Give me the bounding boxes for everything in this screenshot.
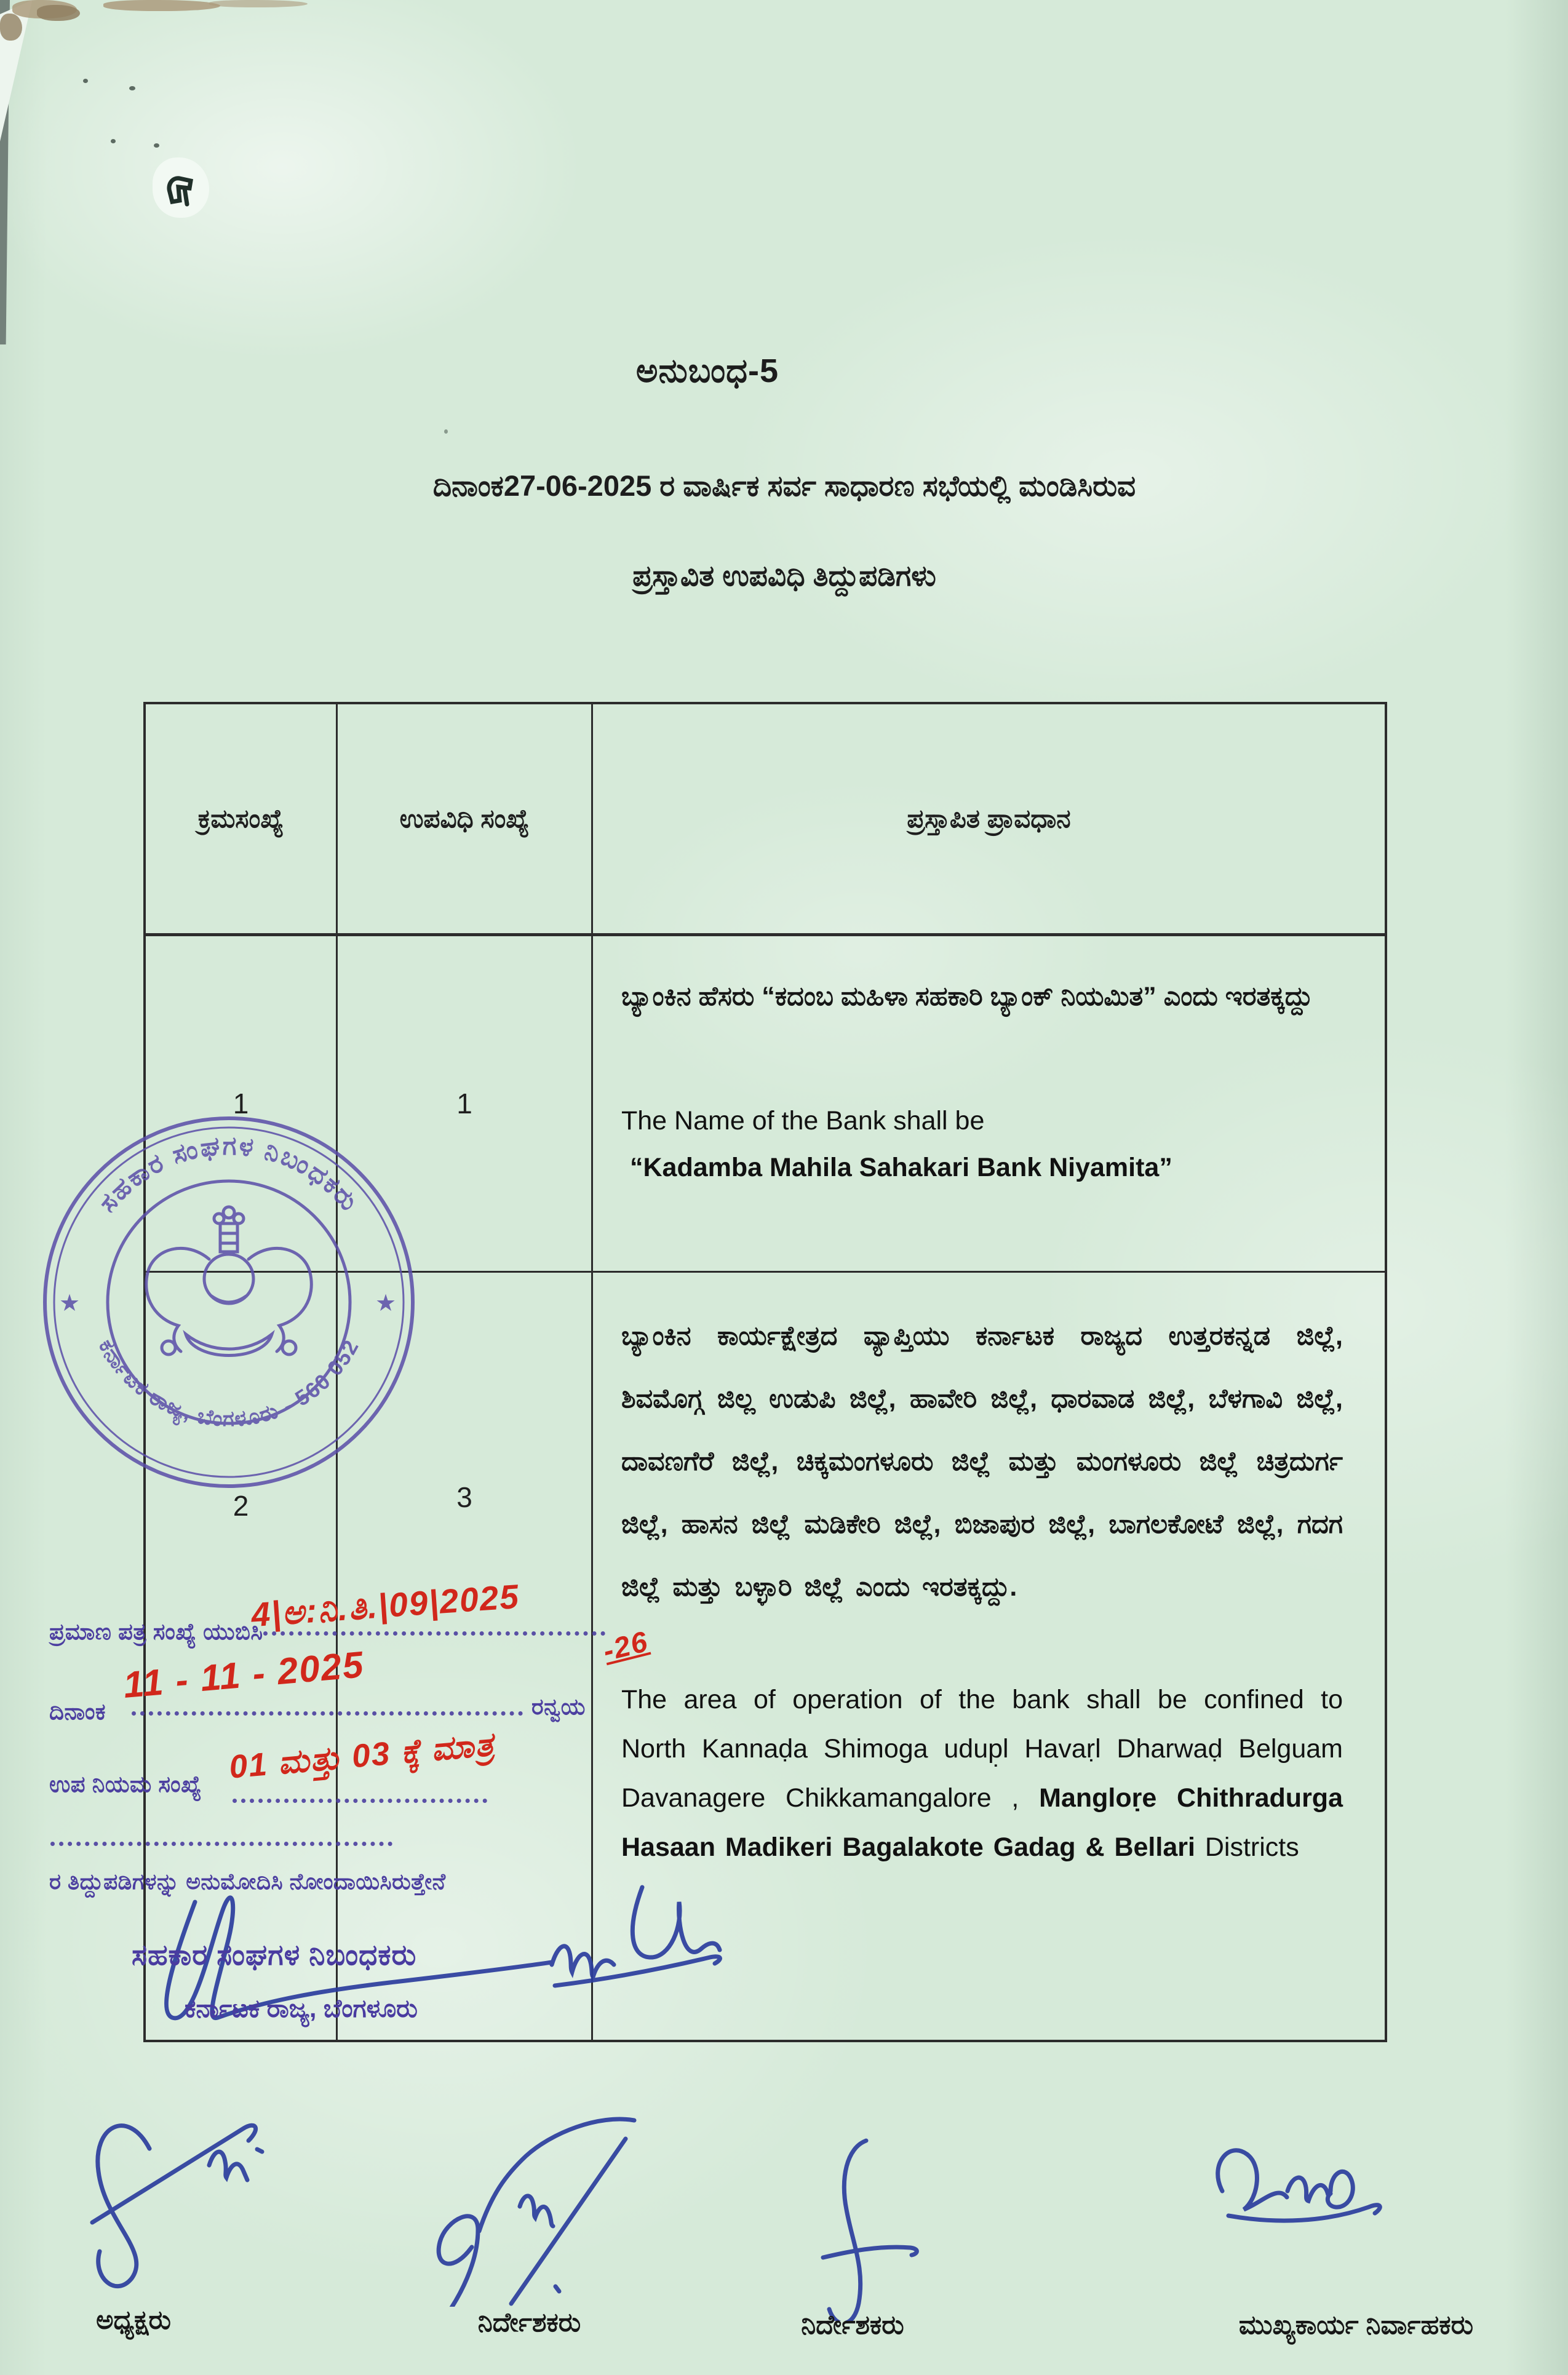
spacer: [621, 1618, 1343, 1675]
row2-districts-bold: Mangloṛe Chithradurga Hasaan Madikeri Bagalakote Gadag & Bellari: [621, 1783, 1343, 1862]
tape-residue: [37, 5, 80, 21]
seal-star-right-icon: ★: [375, 1291, 397, 1316]
tape-residue: [103, 0, 220, 11]
bylaw-number-label: ಉಪ ನಿಯಮ ಸಂಖ್ಯೆ: [49, 1772, 202, 1797]
staple-mark: [166, 171, 198, 207]
seal-arc-bottom-text: ಕರ್ನಾಟಕ ರಾಜ್ಯ, ಬೆಂಗಳೂರು - 560 052: [94, 1335, 364, 1431]
dotted-line: [263, 1631, 605, 1636]
registrar-office-place: ಕರ್ನಾಟಕ ರಾಜ್ಯ, ಬೆಂಗಳೂರು: [185, 1994, 418, 2023]
signature-ceo: [1184, 2116, 1393, 2254]
row1-provision-cell: [593, 936, 1385, 1273]
header-bylaw-number: ಉಪವಿಧಿ ಸಂಖ್ಯೆ: [338, 704, 593, 936]
signature-director-1: [397, 2101, 661, 2307]
label-director-2: ನಿರ್ದೇಶಕರು: [801, 2310, 904, 2340]
signature-director-2: [797, 2115, 936, 2321]
row2-serial-number: 2: [146, 1273, 338, 2040]
page-title: ಅನುಬಂಧ-5: [635, 352, 779, 389]
subtitle-line1: ದಿನಾಂಕ27-06-2025 ರ ವಾರ್ಷಿಕ ಸರ್ವ ಸಾಧಾರಣ ಸಭೆಯಲ್ಲಿ ಮಂಡಿಸಿರುವ: [432, 469, 1136, 502]
label-president: ಅಧ್ಯಕ್ಷರು: [96, 2305, 171, 2335]
paper-speck: [83, 79, 88, 83]
dotted-line: [233, 1799, 487, 1803]
row1-serial-number: 1: [146, 936, 338, 1273]
karnataka-emblem-icon: [146, 1207, 312, 1356]
header-proposed-provision: ಪ್ರಸ್ತಾಪಿತ ಪ್ರಾವಧಾನ: [593, 704, 1385, 936]
registrar-office-title: ಸಹಕಾರ ಸಂಘಗಳ ನಿಬಂಧಕರು: [132, 1938, 417, 1971]
row1-english-intro: The Name of the Bank shall be: [621, 1106, 985, 1136]
tape-residue: [0, 14, 22, 41]
label-ceo: ಮುಖ್ಯಕಾರ್ಯ ನಿರ್ವಾಹಕರು: [1238, 2310, 1474, 2340]
row1-english-text: [621, 1097, 1343, 1191]
row1-bylaw-number: 1: [338, 936, 593, 1273]
paper-speck: [154, 143, 159, 148]
row2-english-tail: Districts: [1195, 1832, 1299, 1862]
row2-kannada-text: ಬ್ಯಾಂಕಿನ ಕಾರ್ಯಕ್ಷೇತ್ರದ ವ್ಯಾಪ್ತಿಯು ಕರ್ನಾಟಕ ರಾಜ್ಯದ ಉತ್ತರಕನ್ನಡ ಜಿಲ್ಲೆ, ಶಿವಮೊಗ್ಗ ಜಿಲ್ಲ ಉಡುಪಿ ಜಿಲ್ಲೆ, ಹಾವೇರಿ ಜಿಲ್ಲೆ, ಧಾರವಾಡ ಜಿಲ್ಲೆ, ಬೆಳಗಾವಿ ಜಿಲ್ಲೆ, ದಾವಣಗೆರೆ ಜಿಲ್ಲೆ, ಚಿಕ್ಕಮಂಗಳೂರು ಜಿಲ್ಲೆ ಮತ್ತು ಮಂಗಳೂರು ಜಿಲ್ಲೆ ಚಿತ್ರದುರ್ಗ ಜಿಲ್ಲೆ, ಹಾಸನ ಜಿಲ್ಲೆ ಮಡಿಕೇರಿ ಜಿಲ್ಲೆ, ಬಿಜಾಪುರ ಜಿಲ್ಲೆ, ಬಾಗಲಕೋಟೆ ಜಿಲ್ಲೆ, ಗದಗ ಜಿಲ್ಲೆ ಮತ್ತು ಬಳ್ಳಾರಿ ಜಿಲ್ಲೆ ಎಂದು ಇರತಕ್ಕದ್ದು.: [621, 1321, 1343, 1602]
seal-star-left-icon: ★: [59, 1291, 81, 1316]
row1-kannada-text: ಬ್ಯಾಂಕಿನ ಹೆಸರು “ಕದಂಬ ಮಹಿಳಾ ಸಹಕಾರಿ ಬ್ಯಾಂಕ್ ನಿಯಮಿತ” ಎಂದು ಇರತಕ್ಕದ್ದು: [621, 982, 1313, 1011]
registrar-round-seal: [30, 1103, 428, 1502]
paper-speck: [129, 86, 135, 90]
spacer: [621, 1025, 1343, 1097]
paper-speck: [444, 429, 448, 434]
row2-bylaw-number: 3: [338, 1273, 593, 2040]
row2-english-text: [621, 1675, 1343, 1872]
approval-stamp-block: [44, 1577, 659, 2062]
certificate-number-label: ಪ್ರಮಾಣ ಪತ್ರ ಸಂಖ್ಯೆ ಯುಬಿಸಿ: [49, 1619, 263, 1644]
header-serial-number: ಕ್ರಮಸಂಖ್ಯೆ: [146, 704, 338, 936]
subtitle-line2: ಪ್ರಸ್ತಾವಿತ ಉಪವಿಧಿ ತಿದ್ದುಪಡಿಗಳು: [632, 559, 936, 592]
signature-president: [54, 2090, 294, 2302]
row2-english-intro: The area of operation of the bank shall be confined to North Kannaḍa Shimoga udup̣l Havaṛl Dharwaḍ Belguam Davanagere Chikkamangalore ,: [621, 1685, 1343, 1813]
seal-arc-top-text: ಸಹಕಾರ ಸಂಘಗಳ ನಿಬಂಧಕರು: [92, 1131, 365, 1217]
certificate-number-year-suffix: -26: [599, 1624, 652, 1668]
date-handwritten: 11 - 11 - 2025: [121, 1644, 366, 1706]
label-director-1: ನಿರ್ದೇಶಕರು: [477, 2308, 581, 2337]
approval-statement: ರ ತಿದ್ದುಪಡಿಗಳನ್ನು ಅನುಮೋದಿಸಿ ನೋಂದಾಯಿಸಿರುತ್ತೇನೆ: [49, 1869, 446, 1894]
row1-bank-name-english: “Kadamba Mahila Sahakari Bank Niyamita”: [630, 1153, 1172, 1182]
dotted-line: [50, 1842, 392, 1846]
bylaw-numbers-handwritten: 01 ಮತ್ತು 03 ಕ್ಕೆ ಮಾತ್ರ: [228, 1726, 496, 1786]
certificate-number-handwritten: 4|ಅ:ನಿ.ತಿ.|09|2025: [250, 1577, 521, 1634]
paper-speck: [111, 139, 116, 143]
dotted-line: [132, 1711, 523, 1716]
tape-residue: [209, 0, 308, 7]
date-suffix: ರನ್ವಯ: [531, 1694, 586, 1719]
date-label: ದಿನಾಂಕ: [49, 1699, 106, 1724]
